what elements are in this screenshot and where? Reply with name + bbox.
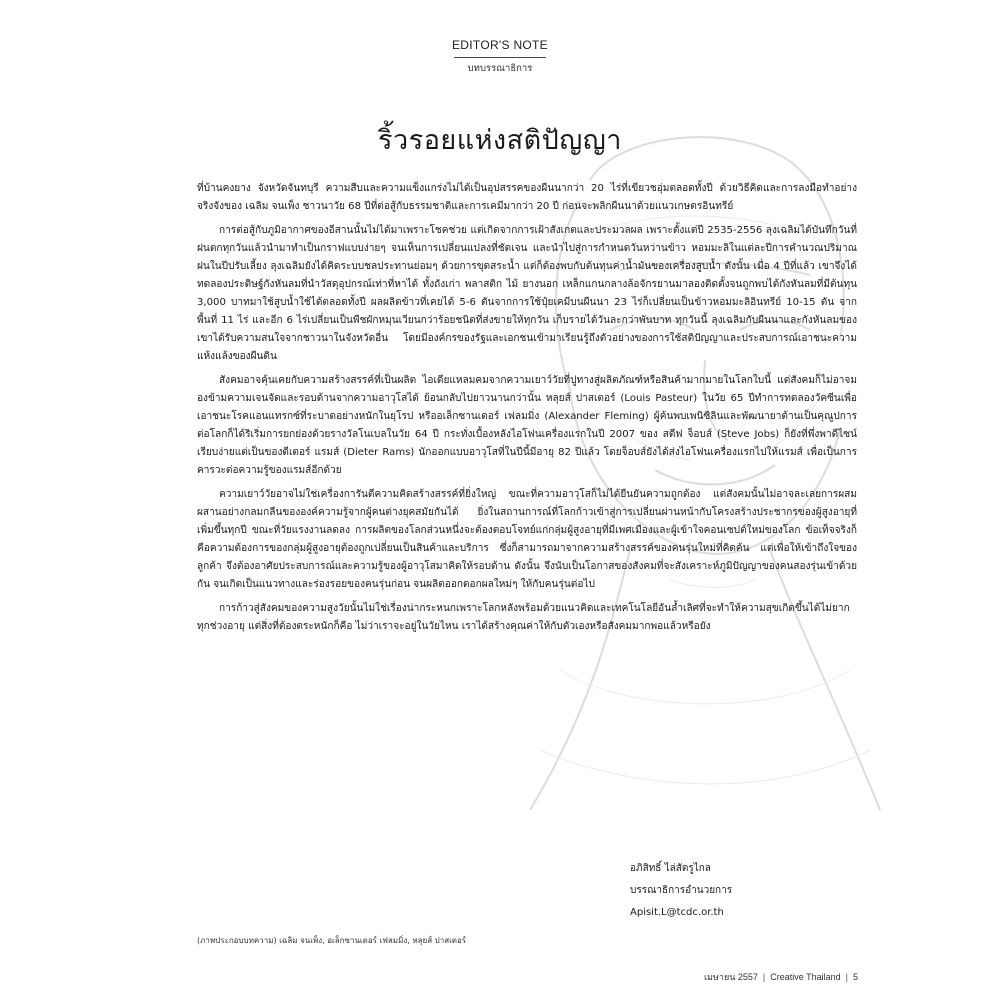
article-body bbox=[197, 180, 857, 642]
section-label: EDITOR'S NOTE bbox=[452, 38, 548, 52]
footer-separator: | bbox=[845, 972, 848, 982]
author-email[interactable]: Apisit.L@tcdc.or.th bbox=[630, 907, 724, 918]
paragraph: การก้าวสู่สังคมของความสูงวัยนั้นไม่ใช่เรื่องน่ากระหนกเพราะโลกหลังพร้อมด้วยแนวคิดและเทคโนโลยีอันล้ำเลิศที่จะทำให้ความสุขเกิดขึ้นได้ไม่ยากทุกช่วงอายุ แต่สิ่งที่ต้องตระหนักก็คือ ไม่ว่าเราจะอยู่ในวัยไหน เราได้สร้างคุณค่าให้กับตัวเองหรือสังคมมากพอแล้วหรือยัง bbox=[197, 603, 850, 632]
section-sublabel: บทบรรณาธิการ bbox=[467, 63, 533, 74]
paragraph: ที่บ้านคงยาง จังหวัดจันทบุรี ความสืบและความแข็งแกร่งไม่ได้เป็นอุปสรรคของผืนนากว่า 20 ไร่ที่เขียวชอุ่มตลอดทั้งปี ด้วยวิธีคิดและการลงมือทำอย่างจริงจังของ เฉลิม จนเพ็ง ชาวนาวัย 68 ปีที่ต่อสู้กับธรรมชาติและการเคมีมากว่า 20 ปี ก่อนจะพลิกผืนนาด้วยแนวเกษตรอินทรีย์ bbox=[197, 183, 857, 212]
issue-date: เมษายน 2557 bbox=[703, 972, 758, 982]
author-role: บรรณาธิการอำนวยการ bbox=[630, 885, 733, 896]
page-footer bbox=[704, 970, 858, 984]
section-header bbox=[400, 36, 600, 76]
signature-block bbox=[630, 858, 870, 924]
paragraph: ความเยาว์วัยอาจไม่ใช่เครื่องการันตีความคิดสร้างสรรค์ที่ยิ่งใหญ่ ขณะที่ความอาวุโสก็ไม่ได้ยืนยันความถูกต้อง แต่สังคมนั้นไม่อาจละเลยการผสมผสานอย่างกลมกลืนขององค์ความรู้จากผู้คนต่างยุคสมัยกันได้ ยิ่งในสถานการณ์ที่โลกก้าวเข้าสู่การเปลี่ยนผ่านหน้ากับโครงสร้างประชากรของผู้สูงอายุที่เพิ่มขึ้นทุกปี ขณะที่วัยแรงงานลดลง การผลิตของโลกส่วนหนึ่งจะต้องตอบโจทย์แก่กลุ่มผู้สูงอายุที่มีเพศเมืองและผู้เข้าใจคอนเซปต์ใหม่ของโลก ข้อเท็จจริงก็คือความต้องการของกลุ่มผู้สูงอายุต้องถูกเปลี่ยนเป็นสินค้าและบริการ ซึ่งก็สามารถมาจากความสร้างสรรค์ของคนรุ่นใหม่ที่คิดค้น แต่เพื่อให้เข้าถึงใจของลูกค้า จึงต้องอาศัยประสบการณ์และความรู้ของผู้อาวุโสมาคิดให้รอบด้าน ดังนั้น จึงนับเป็นโอกาสของสังคมที่จะสังเคราะห์ภูมิปัญญาของคนสองรุ่นเข้าด้วยกัน จนเกิดเป็นแนวทางและร่องรอยของคนรุ่นก่อน จนผลิตออกดอกผลใหม่ๆ ให้กับคนรุ่นต่อไป bbox=[197, 489, 857, 590]
author-name: อภิสิทธิ์ ไล่สัตรูไกล bbox=[630, 863, 711, 874]
paragraph: การต่อสู้กับภูมิอากาศของอีสานนั้นไม่ได้มาเพราะโชคช่วย แต่เกิดจากการเฝ้าสังเกตและประมวลผล เพราะตั้งแต่ปี 2535-2556 ลุงเฉลิมได้บันทึกวันที่ฝนตกทุกวันแล้วนำมาทำเป็นกราฟแบบง่ายๆ จนเห็นการเปลี่ยนแปลงที่ชัดเจน และนำไปสู่การกำหนดวันหว่านข้าว หอมมะลิในแต่ละปีการคำนวณปริมาณฝนในปีปรับเลี้ยง ลุงเฉลิมยังได้คิดระบบชลประทานย่อมๆ ด้วยการขุดสระน้ำ แต่ก็ต้องพบกับต้นทุนค่าน้ำมันของเครื่องสูบน้ำ ดังนั้น เมื่อ 4 ปีที่แล้ว เขาจึงได้ทดลองประดิษฐ์กังหันลมที่นำวัสดุอุปกรณ์เท่าที่หาได้ ทั้งถังเก่า พลาสติก ไม้ ยางนอก เหล็กแกนกลางล้อจักรยานมาลองติดตั้งจนถูกพบได้กังหันลมที่มีต้นทุน 3,000 บาทมาใช้สูบน้ำใช้ได้ตลอดทั้งปี ผลผลิตข้าวที่เคยได้ 5-6 ตันจากการใช้ปุ๋ยเคมีบนผืนนา 23 ไร่ก็เปลี่ยนเป็นข้าวหอมมะลิอินทรีย์ 10-15 ตัน จากพื้นที่ 11 ไร่ และอีก 6 ไร่เปลี่ยนเป็นพืชผักหมุนเวียนกว่าร้อยชนิดที่ส่งขายให้ทุกวัน เก็บรายได้วันละกว่าพันบาท ทุกวันนี้ ลุงเฉลิมกับผืนนาและกังหันลมของเขาได้รับความสนใจจากชาวนาในจังหวัดอื่น โดยมีองค์กรของรัฐและเอกชนเข้ามาเรียนรู้ถึงตัวอย่างของการใช้สติปัญญาและประสบการณ์เอาชนะความแห้งแล้งของผืนดิน bbox=[197, 225, 857, 362]
footer-separator: | bbox=[762, 972, 766, 982]
magazine-name: Creative Thailand bbox=[770, 972, 841, 982]
page-number: 5 bbox=[852, 972, 858, 982]
paragraph: สังคมอาจคุ้นเคยกับความสร้างสรรค์ที่เป็นผลิต ไอเดียแหลมคมจากความเยาว์วัยที่ปูทางสู่ผลิตภัณฑ์หรือสินค้ามากมายในโลกใบนี้ แต่สังคมก็ไม่อาจมองข้ามความเจนจัดและรอบด้านจากความอาวุโสได้ ย้อนกลับไปยาวนานกว่านั้น หลุยส์ ปาสเตอร์ (Louis Pasteur) ในวัย 65 ปีทำการทดลองวัคซีนเพื่อเอาชนะโรคแอนแทรกซ์ที่ระบาดอย่างหนักในยุโรป หรืออเล็กซานเดอร์ เฟลมมิ่ง (Alexander Fleming) ผู้ค้นพบเพนิซิลินและพัฒนายาต้านเป็นคุณูปการต่อโลกก็ได้ริเริ่มการยกย่องด้วยรางวัลโนเบลในวัย 64 ปี กระทั่งเบื้องหลังไอโฟนเครื่องแรกในปี 2007 ของ สตีฟ จ็อบส์ (Steve Jobs) ก็ยังที่พึ่งพาดีไซน์เรียบง่ายแต่เป็นของดีเตอร์ แรมส์ (Dieter Rams) นักออกแบบอาวุโสที่ในปีนี้มีอายุ 82 ปีแล้ว โดยจ็อบส์ยังได้ส่งไอโฟนเครื่องแรกไปให้แรมส์ เพื่อเป็นการคารวะต่อความรู้ของแรมส์อีกด้วย bbox=[197, 375, 857, 476]
section-divider bbox=[454, 57, 546, 58]
article-title: ริ้วรอยแห่งสติปัญญา bbox=[378, 125, 622, 156]
image-caption: (ภาพประกอบบทความ) เฉลิม จนเพ็ง, อเล็กซานเดอร์ เฟลมมิ่ง, หลุยส์ ปาสเตอร์ bbox=[197, 936, 467, 945]
